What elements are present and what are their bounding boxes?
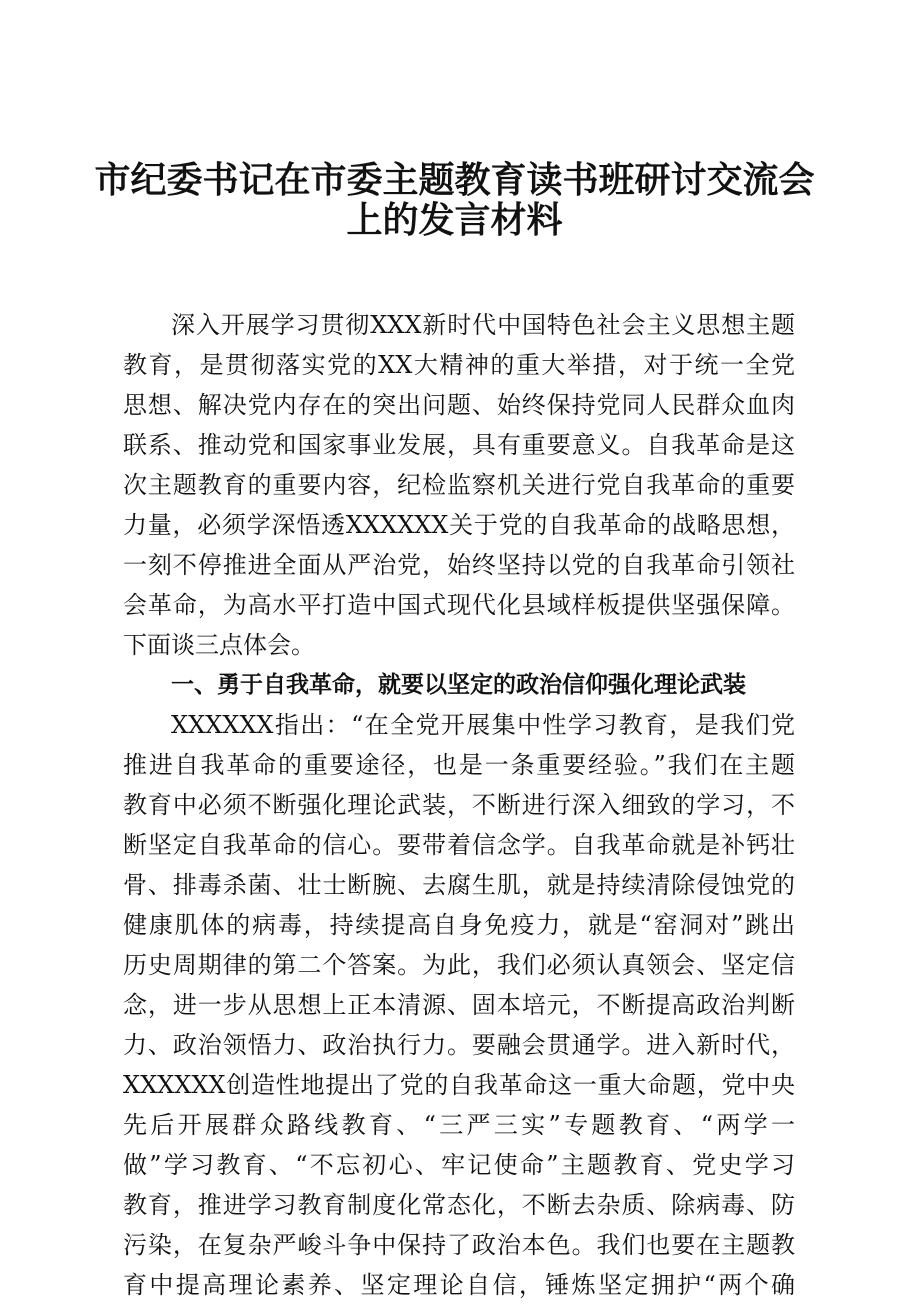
paragraph-line: 下面谈三点体会。 <box>123 631 315 659</box>
paragraph-line: 力量，必须学深悟透XXXXXX关于党的自我革命的战略思想， <box>123 511 795 539</box>
paragraph-line: 历史周期律的第二个答案。为此，我们必须认真领会、坚定信 <box>123 951 795 979</box>
paragraph-line: 教育，是贯彻落实党的XX大精神的重大举措，对于统一全党 <box>123 351 795 379</box>
section-heading: 一、勇于自我革命，就要以坚定的政治信仰强化理论武装 <box>171 672 746 698</box>
paragraph-line: 力、政治领悟力、政治执行力。要融会贯通学。进入新时代， <box>123 1031 795 1059</box>
paragraph-line: XXXXXX指出：“在全党开展集中性学习教育，是我们党 <box>171 711 795 739</box>
paragraph-line: 教育中必须不断强化理论武装，不断进行深入细致的学习，不 <box>123 791 795 819</box>
paragraph-line: 次主题教育的重要内容，纪检监察机关进行党自我革命的重要 <box>123 471 795 499</box>
paragraph-line: 联系、推动党和国家事业发展，具有重要意义。自我革命是这 <box>123 431 795 459</box>
paragraph-line: 先后开展群众路线教育、“三严三实”专题教育、“两学一 <box>123 1111 795 1139</box>
paragraph-line: 推进自我革命的重要途径，也是一条重要经验。”我们在主题 <box>123 751 795 779</box>
document-title-line-2: 上的发言材料 <box>346 199 563 241</box>
paragraph-line: 育中提高理论素养、坚定理论自信，锤炼坚定拥护“两个确 <box>123 1271 795 1299</box>
paragraph-line: 一刻不停推进全面从严治党，始终坚持以党的自我革命引领社 <box>123 551 795 579</box>
paragraph-line: 思想、解决党内存在的突出问题、始终保持党同人民群众血肉 <box>123 391 795 419</box>
paragraph-line: 做”学习教育、“不忘初心、牢记使命”主题教育、党史学习 <box>123 1151 795 1179</box>
paragraph-line: 教育，推进学习教育制度化常态化，不断去杂质、除病毒、防 <box>123 1191 795 1219</box>
paragraph-line: 念，进一步从思想上正本清源、固本培元，不断提高政治判断 <box>123 991 795 1019</box>
paragraph-line: 断坚定自我革命的信心。要带着信念学。自我革命就是补钙壮 <box>123 831 795 859</box>
document-title-line-1: 市纪委书记在市委主题教育读书班研讨交流会 <box>94 159 815 201</box>
paragraph-line: 健康肌体的病毒，持续提高自身免疫力，就是“窑洞对”跳出 <box>123 911 795 939</box>
paragraph-line: 污染，在复杂严峻斗争中保持了政治本色。我们也要在主题教 <box>123 1231 795 1259</box>
paragraph-line: 骨、排毒杀菌、壮士断腕、去腐生肌，就是持续清除侵蚀党的 <box>123 871 795 899</box>
paragraph-line: 会革命，为高水平打造中国式现代化县域样板提供坚强保障。 <box>123 591 795 619</box>
paragraph-line: 深入开展学习贯彻XXX新时代中国特色社会主义思想主题 <box>171 311 795 339</box>
paragraph-line: XXXXXX创造性地提出了党的自我革命这一重大命题，党中央 <box>123 1071 795 1099</box>
